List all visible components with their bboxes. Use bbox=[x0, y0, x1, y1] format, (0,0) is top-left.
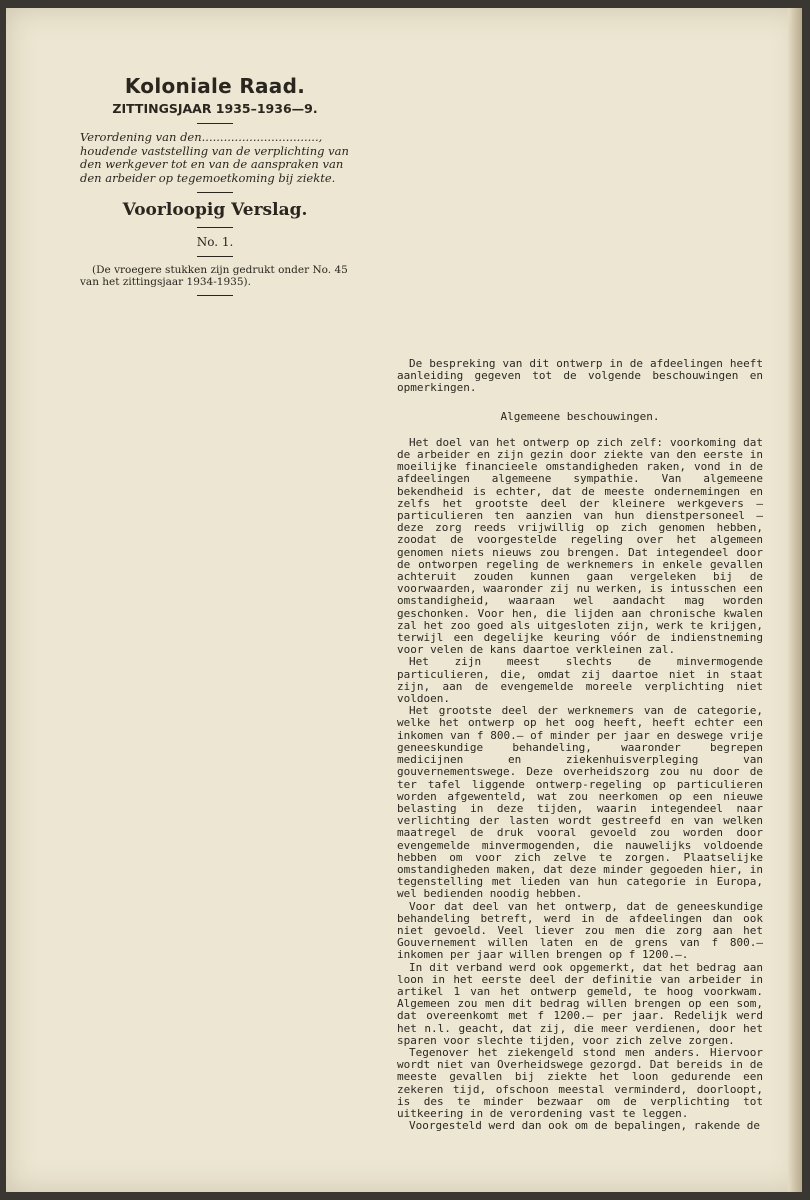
council-title: Koloniale Raad. bbox=[124, 74, 306, 98]
body-paragraph: Tegenover het ziekengeld stond men anders. Hiervoor wordt niet van Overheidswege gezorgd. Dat bereids in de meeste gevallen bij ziekte het loon gedurende een zekeren tijd, ofschoon meestal verminderd, doorloopt, is des te minder bezwaar om de verplichting tot uitkeering in de verordening vast te leggen. bbox=[397, 1045, 763, 1120]
session-year: ZITTINGSJAAR 1935–1936—9. bbox=[112, 101, 318, 116]
ordinance-subject: Verordening van den................................, houdende vaststelling van de verplichting van den werkgever tot en van de aanspraken van den arbeider op tegemoetkoming bij ziekte. bbox=[80, 130, 349, 185]
document-header bbox=[80, 74, 350, 303]
body-paragraph: Het doel van het ontwerp op zich zelf: voorkoming dat de arbeider en zijn gezin door ziekte van den eerste in moeilijke financieele omstandigheden raken, vond in de afdeelingen algemeene sympathie. Van algemeene bekendheid is echter, dat de meeste ondernemingen en zelfs het grootste deel der kleinere werkgevers — particulieren ten aanzien van hun dienstpersoneel — deze zorg reeds vrijwillig op zich genomen hebben, zoodat de voorgestelde regeling over het algemeen genomen niets nieuws zou brengen. Dat integendeel door de ontworpen regeling de werknemers in enkele gevallen achteruit zouden kunnen gaan vergeleken bij de voorwaarden, waaronder zij nu werken, is intusschen een omstandigheid, waaraan wel aandacht mag worden geschonken. Voor hen, die lijden aan chronische kwalen zal het zoo goed als uitgesloten zijn, werk te krijgen, terwijl een degelijke keuring vóór de indienstneming voor velen de kans daartoe verkleinen zal. bbox=[397, 435, 763, 657]
page-spine bbox=[788, 8, 802, 1192]
section-heading: Algemeene beschouwingen. bbox=[500, 409, 660, 423]
divider bbox=[197, 295, 233, 296]
body-paragraph: Het grootste deel der werknemers van de categorie, welke het ontwerp op het oog heeft, heeft echter een inkomen van f 800.— of minder per jaar en deswege vrije geneeskundige behandeling, waaronder begrepen medicijnen en ziekenhuisverpleging van gouvernementswege. Deze overheidszorg zou nu door de ter tafel liggende ontwerp-regeling op particulieren worden afgewenteld, wat zou neerkomen op een nieuwe belasting in deze tijden, waarin integendeel naar verlichting der lasten wordt gestreefd en van welken maatregel de druk vooral gevoeld zou worden door evengemelde minvermogenden, die nauwelijks voldoende hebben om voor zich zelve te zorgen. Plaatselijke omstandigheden maken, dat deze minder gegoeden hier, in tegenstelling met lieden van hun categorie in Europa, wel bedienden noodig hebben. bbox=[397, 704, 763, 901]
body-paragraph: In dit verband werd ook opgemerkt, dat het bedrag aan loon in het eerste deel der definitie van arbeider in artikel 1 van het ontwerp gemeld, te hoog voorkwam. Algemeen zou men dit bedrag willen brengen op een som, dat overeenkomt met f 1200.— per jaar. Redelijk werd het n.l. geacht, dat zij, die meer verdienen, door het sparen voor slechte tijden, voor zich zelve zorgen. bbox=[397, 960, 763, 1047]
report-title: Voorloopig Verslag. bbox=[122, 200, 308, 221]
divider bbox=[197, 256, 233, 257]
divider bbox=[197, 227, 233, 228]
document-page bbox=[6, 8, 802, 1192]
report-body bbox=[397, 358, 763, 1132]
intro-paragraph: De bespreking van dit ontwerp in de afdeelingen heeft aanleiding gegeven tot de volgende beschouwingen en opmerkingen. bbox=[397, 357, 763, 395]
divider bbox=[197, 192, 233, 193]
body-paragraph: Voor dat deel van het ontwerp, dat de geneeskundige behandeling betreft, werd in de afdeelingen dan ook niet gevoeld. Veel liever zou men die zorg aan het Gouvernement willen laten en de grens van f 800.— inkomen per jaar willen brengen op f 1200.—. bbox=[397, 899, 763, 962]
body-paragraph: Voorgesteld werd dan ook om de bepalingen, rakende de bbox=[409, 1119, 760, 1133]
divider bbox=[197, 123, 233, 124]
report-number: No. 1. bbox=[196, 235, 234, 250]
prior-documents-note: (De vroegere stukken zijn gedrukt onder No. 45 van het zittingsjaar 1934-1935). bbox=[80, 264, 348, 289]
body-paragraph: Het zijn meest slechts de minvermogende particulieren, die, omdat zij daartoe niet in staat zijn, aan de evengemelde moreele verplichting niet voldoen. bbox=[397, 655, 763, 706]
